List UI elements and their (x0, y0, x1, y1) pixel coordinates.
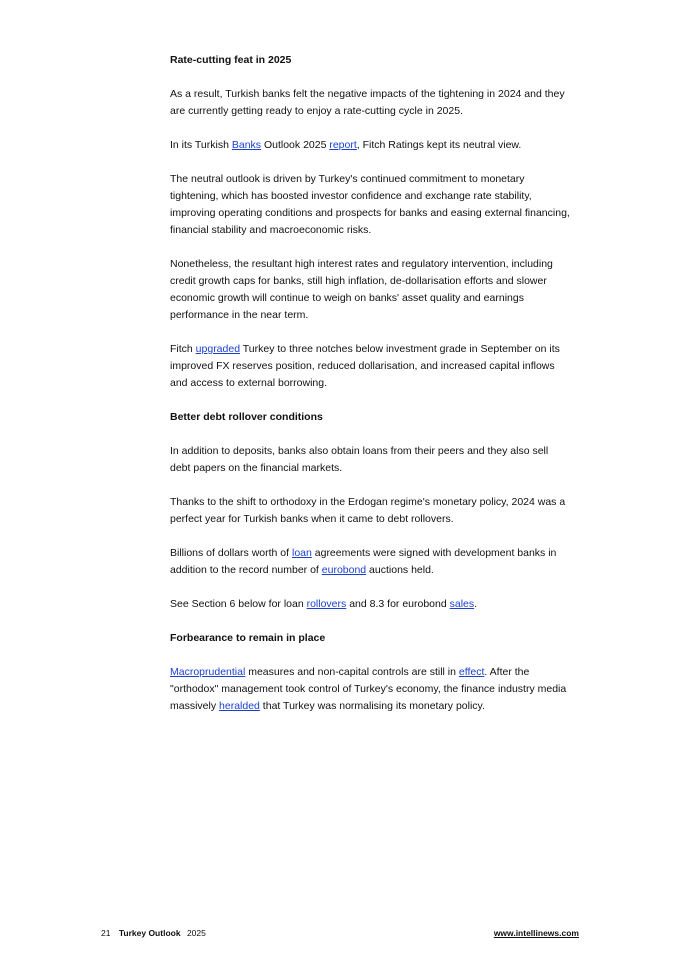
sales-link[interactable]: sales (449, 598, 475, 610)
text: Billions of dollars worth of (170, 547, 292, 559)
text: , Fitch Ratings kept its neutral view. (356, 139, 522, 151)
text: Outlook 2025 (261, 139, 330, 151)
section-heading: Rate-cutting feat in 2025 (170, 54, 292, 66)
text: See Section 6 below for loan (170, 598, 307, 610)
paragraph (170, 596, 570, 613)
text: that Turkey was normalising its monetary policy. (259, 700, 485, 712)
paragraph: The neutral outlook is driven by Turkey's continued commitment to monetary tightening, which has boosted investor confidence and exchange rate stability, improving operating conditions and prospects for banks and easing external financing, financial stability and macroeconomic risks. (170, 173, 570, 236)
macroprudential-link[interactable]: Macroprudential (170, 666, 246, 678)
text: agreements were signed with development banks in addition to the record number of (170, 547, 557, 576)
publication-title: Turkey Outlook (118, 928, 181, 938)
section-heading: Forbearance to remain in place (170, 632, 326, 644)
paragraph (170, 545, 570, 579)
eurobond-link[interactable]: eurobond (321, 564, 367, 576)
article-body (170, 52, 570, 732)
banks-link[interactable]: Banks (231, 139, 262, 151)
page-number: 21 (101, 928, 111, 938)
publication-year: 2025 (186, 928, 206, 938)
text: In its Turkish (170, 139, 232, 151)
text: . (474, 598, 478, 610)
paragraph (170, 664, 570, 715)
website-link[interactable]: www.intellinews.com (493, 928, 579, 938)
text: Turkey to three notches below investment grade in September on its improved FX reserves position, reduced dollarisation, and increased capital inflows and access to external borrowing. (170, 343, 560, 389)
rollovers-link[interactable]: rollovers (306, 598, 347, 610)
paragraph (170, 341, 570, 392)
effect-link[interactable]: effect (458, 666, 485, 678)
paragraph: Thanks to the shift to orthodoxy in the Erdogan regime's monetary policy, 2024 was a perfect year for Turkish banks when it came to debt rollovers. (170, 496, 566, 525)
text: . After the "orthodox" management took control of Turkey's economy, the finance industry media massively (170, 666, 567, 712)
paragraph: In addition to deposits, banks also obtain loans from their peers and they also sell debt papers on the financial markets. (170, 445, 549, 474)
paragraph: As a result, Turkish banks felt the negative impacts of the tightening in 2024 and they are currently getting ready to enjoy a rate-cutting cycle in 2025. (170, 88, 565, 117)
footer-left (101, 928, 212, 938)
paragraph: Nonetheless, the resultant high interest rates and regulatory intervention, including credit growth caps for banks, still high inflation, de-dollarisation efforts and slower economic growth will continue to weigh on banks' asset quality and earnings performance in the near term. (170, 258, 553, 321)
paragraph (170, 137, 570, 154)
loan-link[interactable]: loan (291, 547, 312, 559)
section-heading: Better debt rollover conditions (170, 411, 323, 423)
text: measures and non-capital controls are still in (245, 666, 459, 678)
text: and 8.3 for eurobond (346, 598, 450, 610)
report-link[interactable]: report (329, 139, 357, 151)
text: auctions held. (366, 564, 434, 576)
page-footer (101, 928, 579, 938)
heralded-link[interactable]: heralded (219, 700, 260, 712)
text: Fitch (170, 343, 196, 355)
upgraded-link[interactable]: upgraded (195, 343, 241, 355)
